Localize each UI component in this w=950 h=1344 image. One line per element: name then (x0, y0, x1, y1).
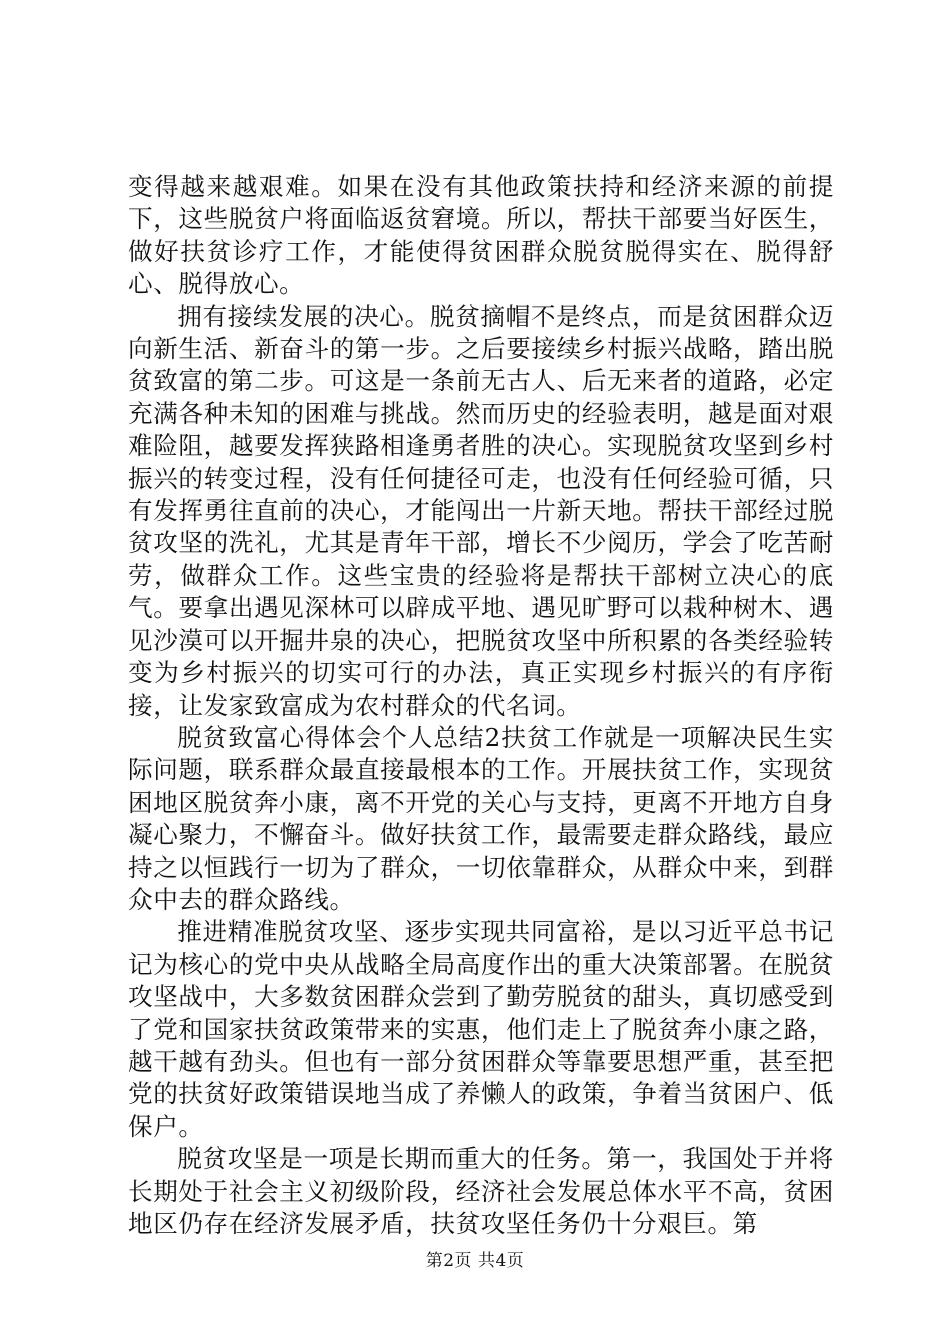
page-footer (0, 1246, 950, 1271)
paragraph-4: 推进精准脱贫攻坚、逐步实现共同富裕，是以习近平总书记记为核心的党中央从战略全局高度作出的重大决策部署。在脱贫攻坚战中，大多数贫困群众尝到了勤劳脱贫的甜头，真切感受到了党和国家扶贫政策带来的实惠，他们走上了脱贫奔小康之路，越干越有劲头。但也有一部分贫困群众等靠要思想严重，甚至把党的扶贫好政策错误地当成了养懒人的政策，争着当贫困户、低保户。 (128, 917, 834, 1141)
paragraph-2: 拥有接续发展的决心。脱贫摘帽不是终点，而是贫困群众迈向新生活、新奋斗的第一步。之后要接续乡村振兴战略，踏出脱贫致富的第二步。可这是一条前无古人、后无来者的道路，必定充满各种未知的困难与挑战。然而历史的经验表明，越是面对艰难险阻，越要发挥狭路相逢勇者胜的决心。实现脱贫攻坚到乡村振兴的转变过程，没有任何捷径可走，也没有任何经验可循，只有发挥勇往直前的决心，才能闯出一片新天地。帮扶干部经过脱贫攻坚的洗礼，尤其是青年干部，增长不少阅历，学会了吃苦耐劳，做群众工作。这些宝贵的经验将是帮扶干部树立决心的底气。要拿出遇见深林可以辟成平地、遇见旷野可以栽种树木、遇见沙漠可以开掘井泉的决心，把脱贫攻坚中所积累的各类经验转变为乡村振兴的切实可行的办法，真正实现乡村振兴的有序衔接，让发家致富成为农村群众的代名词。 (128, 301, 834, 720)
paragraph-3: 脱贫致富心得体会个人总结2扶贫工作就是一项解决民生实际问题，联系群众最直接最根本的工作。开展扶贫工作，实现贫困地区脱贫奔小康，离不开党的关心与支持，更离不开地方自身凝心聚力，不懈奋斗。做好扶贫工作，最需要走群众路线，最应持之以恒践行一切为了群众，一切依靠群众，从群众中来，到群众中去的群众路线。 (128, 722, 834, 914)
paragraph-5: 脱贫攻坚是一项是长期而重大的任务。第一，我国处于并将长期处于社会主义初级阶段，经济社会发展总体水平不高，贫困地区仍存在经济发展矛盾，扶贫攻坚任务仍十分艰巨。第 (128, 1144, 834, 1238)
document-body (128, 171, 834, 1240)
page-number-label: 第2页 共4页 (425, 1251, 525, 1271)
paragraph-1: 变得越来越艰难。如果在没有其他政策扶持和经济来源的前提下，这些脱贫户将面临返贫窘境。所以，帮扶干部要当好医生，做好扶贫诊疗工作，才能使得贫困群众脱贫脱得实在、脱得舒心、脱得放心。 (128, 172, 834, 299)
